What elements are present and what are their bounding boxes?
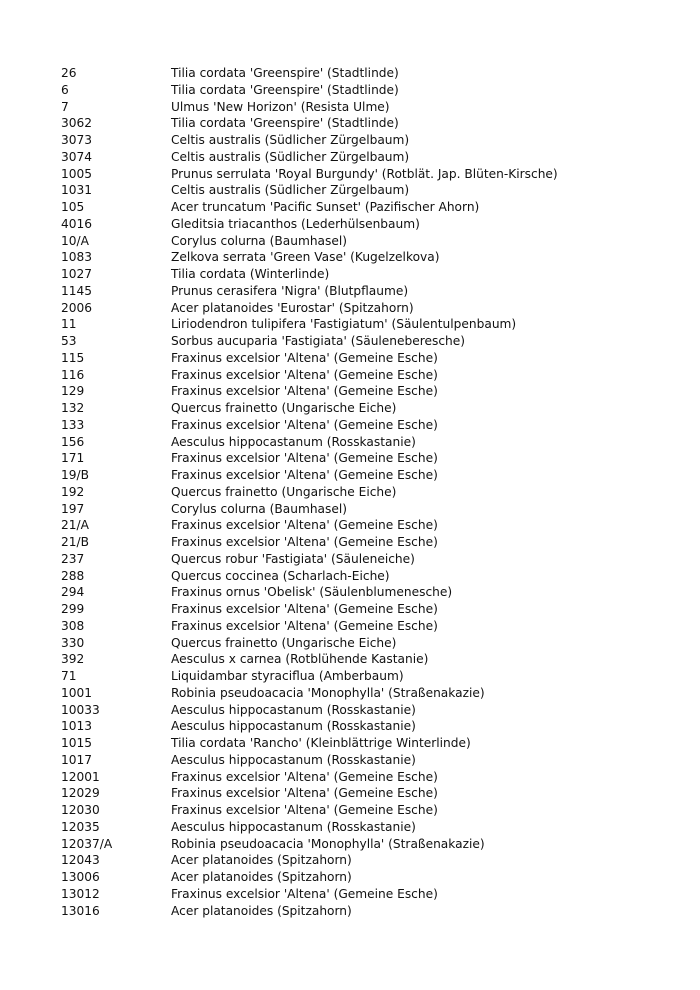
tree-row: [0, 283, 700, 300]
tree-id: 330: [61, 635, 85, 650]
tree-species: Corylus colurna (Baumhasel): [171, 233, 348, 248]
tree-id: 171: [61, 451, 85, 466]
tree-row: [0, 450, 700, 467]
tree-species: Fraxinus excelsior 'Altena' (Gemeine Esche): [171, 468, 438, 482]
tree-id: 1031: [61, 183, 93, 198]
tree-id: 13012: [61, 886, 100, 901]
tree-species: Tilia cordata 'Greenspire' (Stadtlinde): [171, 116, 399, 131]
tree-id: 288: [61, 568, 85, 583]
tree-species: Sorbus aucuparia 'Fastigiata' (Säuleneberesche): [171, 334, 466, 348]
tree-id: 1145: [61, 283, 93, 298]
tree-species: Fraxinus excelsior 'Altena' (Gemeine Esche): [171, 451, 438, 466]
tree-row: [0, 467, 700, 484]
tree-row: [0, 601, 700, 618]
tree-id: 71: [61, 669, 77, 683]
tree-id: 12030: [61, 803, 100, 817]
tree-species: Quercus coccinea (Scharlach-Eiche): [171, 568, 390, 583]
tree-id: 308: [61, 618, 85, 633]
tree-species: Robinia pseudoacacia 'Monophylla' (Straßenakazie): [171, 836, 485, 851]
tree-id: 1083: [61, 250, 93, 265]
tree-row: [0, 434, 700, 451]
tree-row: [0, 501, 700, 518]
tree-row: [0, 568, 700, 585]
tree-row: [0, 484, 700, 501]
tree-id: 392: [61, 652, 85, 667]
tree-row: [0, 65, 700, 82]
tree-id: 21/B: [61, 535, 89, 549]
tree-species: Fraxinus excelsior 'Altena' (Gemeine Esche): [171, 886, 438, 901]
tree-species: Celtis australis (Südlicher Zürgelbaum): [171, 183, 410, 198]
tree-species: Tilia cordata 'Greenspire' (Stadtlinde): [171, 66, 399, 80]
tree-id: 11: [61, 317, 77, 332]
tree-species: Tilia cordata (Winterlinde): [171, 267, 330, 281]
tree-row: [0, 819, 700, 836]
tree-id: 12001: [61, 769, 100, 784]
tree-species: Aesculus hippocastanum (Rosskastanie): [171, 702, 416, 717]
tree-id: 197: [61, 501, 85, 516]
tree-species: Acer platanoides (Spitzahorn): [171, 903, 352, 918]
tree-id: 21/A: [61, 518, 89, 533]
tree-species: Quercus robur 'Fastigiata' (Säuleneiche): [171, 551, 415, 566]
tree-id: 3062: [61, 116, 93, 131]
tree-id: 1001: [61, 685, 93, 700]
tree-species: Fraxinus excelsior 'Altena' (Gemeine Esche): [171, 803, 438, 817]
tree-row: [0, 82, 700, 99]
tree-row: [0, 249, 700, 266]
tree-species: Fraxinus excelsior 'Altena' (Gemeine Esche): [171, 518, 438, 533]
tree-species: Fraxinus excelsior 'Altena' (Gemeine Esche): [171, 786, 438, 801]
tree-species: Acer platanoides 'Eurostar' (Spitzahorn): [171, 300, 414, 315]
tree-species: Robinia pseudoacacia 'Monophylla' (Straßenakazie): [171, 685, 485, 700]
tree-id: 12029: [61, 786, 100, 801]
tree-id: 13006: [61, 870, 100, 884]
tree-id: 12043: [61, 853, 100, 868]
tree-species: Fraxinus excelsior 'Altena' (Gemeine Esche): [171, 618, 438, 633]
tree-row: [0, 367, 700, 384]
tree-id: 1027: [61, 267, 93, 281]
tree-row: [0, 266, 700, 283]
tree-species: Celtis australis (Südlicher Zürgelbaum): [171, 133, 410, 147]
tree-row: [0, 718, 700, 735]
tree-row: [0, 852, 700, 869]
tree-row: [0, 199, 700, 216]
tree-species: Prunus serrulata 'Royal Burgundy' (Rotblät. Jap. Blüten-Kirsche): [171, 166, 558, 181]
tree-row: [0, 99, 700, 116]
tree-id: 192: [61, 484, 85, 499]
tree-list: [0, 65, 700, 919]
tree-row: [0, 216, 700, 233]
tree-row: [0, 651, 700, 668]
tree-species: Gleditsia triacanthos (Lederhülsenbaum): [171, 216, 420, 231]
tree-row: [0, 903, 700, 920]
tree-id: 1015: [61, 736, 93, 750]
tree-species: Zelkova serrata 'Green Vase' (Kugelzelkova): [171, 250, 440, 265]
tree-row: [0, 668, 700, 685]
tree-row: [0, 182, 700, 199]
tree-row: [0, 618, 700, 635]
tree-row: [0, 333, 700, 350]
tree-row: [0, 115, 700, 132]
tree-id: 19/B: [61, 468, 89, 482]
tree-species: Liquidambar styraciflua (Amberbaum): [171, 669, 404, 683]
tree-species: Liriodendron tulipifera 'Fastigiatum' (Säulentulpenbaum): [171, 317, 517, 332]
tree-id: 7: [61, 99, 69, 114]
tree-species: Aesculus x carnea (Rotblühende Kastanie): [171, 652, 429, 667]
tree-id: 132: [61, 401, 85, 415]
tree-row: [0, 735, 700, 752]
tree-species: Acer platanoides (Spitzahorn): [171, 870, 352, 884]
tree-row: [0, 551, 700, 568]
tree-species: Tilia cordata 'Greenspire' (Stadtlinde): [171, 82, 399, 97]
tree-row: [0, 400, 700, 417]
tree-species: Tilia cordata 'Rancho' (Kleinblättrige Winterlinde): [171, 736, 471, 750]
tree-species: Quercus frainetto (Ungarische Eiche): [171, 401, 397, 415]
tree-species: Fraxinus excelsior 'Altena' (Gemeine Esche): [171, 417, 438, 432]
tree-species: Ulmus 'New Horizon' (Resista Ulme): [171, 99, 390, 114]
tree-species: Fraxinus excelsior 'Altena' (Gemeine Esche): [171, 350, 438, 365]
tree-id: 299: [61, 602, 85, 616]
tree-row: [0, 769, 700, 786]
tree-id: 10033: [61, 702, 100, 717]
tree-species: Aesculus hippocastanum (Rosskastanie): [171, 752, 416, 767]
tree-row: [0, 300, 700, 317]
tree-row: [0, 635, 700, 652]
tree-species: Aesculus hippocastanum (Rosskastanie): [171, 719, 416, 734]
tree-id: 53: [61, 334, 77, 348]
tree-row: [0, 149, 700, 166]
tree-id: 3073: [61, 133, 93, 147]
tree-species: Fraxinus excelsior 'Altena' (Gemeine Esche): [171, 384, 438, 399]
tree-id: 6: [61, 82, 69, 97]
tree-id: 1013: [61, 719, 93, 734]
tree-row: [0, 350, 700, 367]
tree-id: 129: [61, 384, 85, 399]
tree-row: [0, 417, 700, 434]
tree-species: Prunus cerasifera 'Nigra' (Blutpflaume): [171, 283, 409, 298]
tree-row: [0, 233, 700, 250]
tree-id: 13016: [61, 903, 100, 918]
tree-row: [0, 869, 700, 886]
tree-id: 4016: [61, 216, 93, 231]
tree-id: 26: [61, 66, 77, 80]
tree-id: 1005: [61, 166, 93, 181]
tree-id: 115: [61, 350, 85, 365]
tree-species: Acer truncatum 'Pacific Sunset' (Pazifischer Ahorn): [171, 200, 480, 214]
tree-id: 1017: [61, 752, 93, 767]
tree-row: [0, 517, 700, 534]
tree-id: 294: [61, 585, 85, 600]
tree-row: [0, 785, 700, 802]
tree-species: Acer platanoides (Spitzahorn): [171, 853, 352, 868]
tree-id: 10/A: [61, 233, 89, 248]
tree-id: 156: [61, 434, 85, 449]
tree-species: Quercus frainetto (Ungarische Eiche): [171, 635, 397, 650]
tree-row: [0, 886, 700, 903]
tree-species: Fraxinus excelsior 'Altena' (Gemeine Esche): [171, 602, 438, 616]
tree-species: Corylus colurna (Baumhasel): [171, 501, 348, 516]
tree-row: [0, 383, 700, 400]
tree-row: [0, 802, 700, 819]
tree-row: [0, 685, 700, 702]
tree-species: Fraxinus excelsior 'Altena' (Gemeine Esche): [171, 367, 438, 382]
tree-species: Quercus frainetto (Ungarische Eiche): [171, 484, 397, 499]
tree-species: Celtis australis (Südlicher Zürgelbaum): [171, 149, 410, 164]
tree-id: 2006: [61, 300, 93, 315]
tree-id: 133: [61, 417, 85, 432]
tree-species: Fraxinus ornus 'Obelisk' (Säulenblumenesche): [171, 585, 453, 600]
tree-row: [0, 584, 700, 601]
tree-row: [0, 534, 700, 551]
tree-row: [0, 166, 700, 183]
tree-row: [0, 132, 700, 149]
tree-row: [0, 702, 700, 719]
tree-row: [0, 316, 700, 333]
tree-id: 12035: [61, 819, 100, 834]
tree-id: 12037/A: [61, 836, 113, 851]
tree-species: Fraxinus excelsior 'Altena' (Gemeine Esche): [171, 769, 438, 784]
tree-id: 237: [61, 551, 85, 566]
tree-species: Aesculus hippocastanum (Rosskastanie): [171, 434, 416, 449]
tree-id: 3074: [61, 149, 93, 164]
tree-id: 105: [61, 200, 85, 214]
tree-species: Aesculus hippocastanum (Rosskastanie): [171, 819, 416, 834]
tree-row: [0, 752, 700, 769]
tree-row: [0, 836, 700, 853]
tree-species: Fraxinus excelsior 'Altena' (Gemeine Esche): [171, 535, 438, 549]
tree-id: 116: [61, 367, 85, 382]
